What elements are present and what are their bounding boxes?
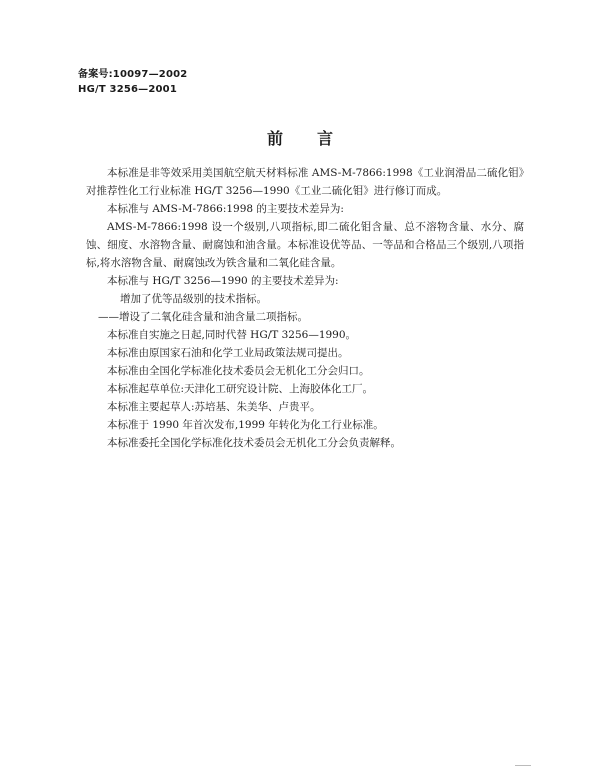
record-number: 备案号:10097—2002 — [78, 69, 188, 80]
paragraph-drafters: 本标准主要起草人:苏培基、朱美华、卢贵平。 — [107, 401, 321, 413]
standard-number: HG/T 3256—2001 — [78, 84, 177, 95]
paragraph-history: 本标准于 1990 年首次发布,1999 年转化为化工行业标准。 — [107, 419, 384, 431]
paragraph-interpretation: 本标准委托全国化学标准化技术委员会无机化工分会负责解释。 — [107, 437, 401, 449]
paragraph-intro: 本标准是非等效采用美国航空航天材料标准 AMS-M-7866:1998《工业润滑品二硫化钼》对推荐性化工行业标准 HG/T 3256—1990《工业二硫化钼》进行修订而成。 — [86, 167, 524, 197]
paragraph-proposed-by: 本标准由原国家石油和化学工业局政策法规司提出。 — [107, 347, 349, 359]
list-item-indicators-added: ——增设了二氧化硅含量和油含量二项指标。 — [98, 311, 308, 323]
foreword-body — [86, 164, 524, 452]
document-header — [78, 67, 187, 97]
paragraph-ams-diff-heading: 本标准与 AMS-M-7866:1998 的主要技术差异为: — [107, 203, 344, 215]
list-item-grade-added: 增加了优等品级别的技术指标。 — [120, 293, 267, 305]
paragraph-centralized-by: 本标准由全国化学标准化技术委员会无机化工分会归口。 — [107, 365, 370, 377]
paragraph-drafting-units: 本标准起草单位:天津化工研究设计院、上海胶体化工厂。 — [107, 383, 374, 395]
paragraph-ams-diff-detail: AMS-M-7866:1998 设一个级别,八项指标,即二硫化钼含量、总不溶物含量、水分、腐蚀、细度、水溶物含量、耐腐蚀和油含量。本标准设优等品、一等品和合格品三个级别,八项指标,将水溶物含量、耐腐蚀改为铁含量和二氧化硅含量。 — [86, 221, 524, 269]
page-title: 前言 — [266, 129, 367, 148]
paragraph-replaces: 本标准自实施之日起,同时代替 HG/T 3256—1990。 — [107, 329, 357, 341]
scan-artifact — [515, 765, 531, 766]
paragraph-hg-diff-heading: 本标准与 HG/T 3256—1990 的主要技术差异为: — [107, 275, 339, 287]
